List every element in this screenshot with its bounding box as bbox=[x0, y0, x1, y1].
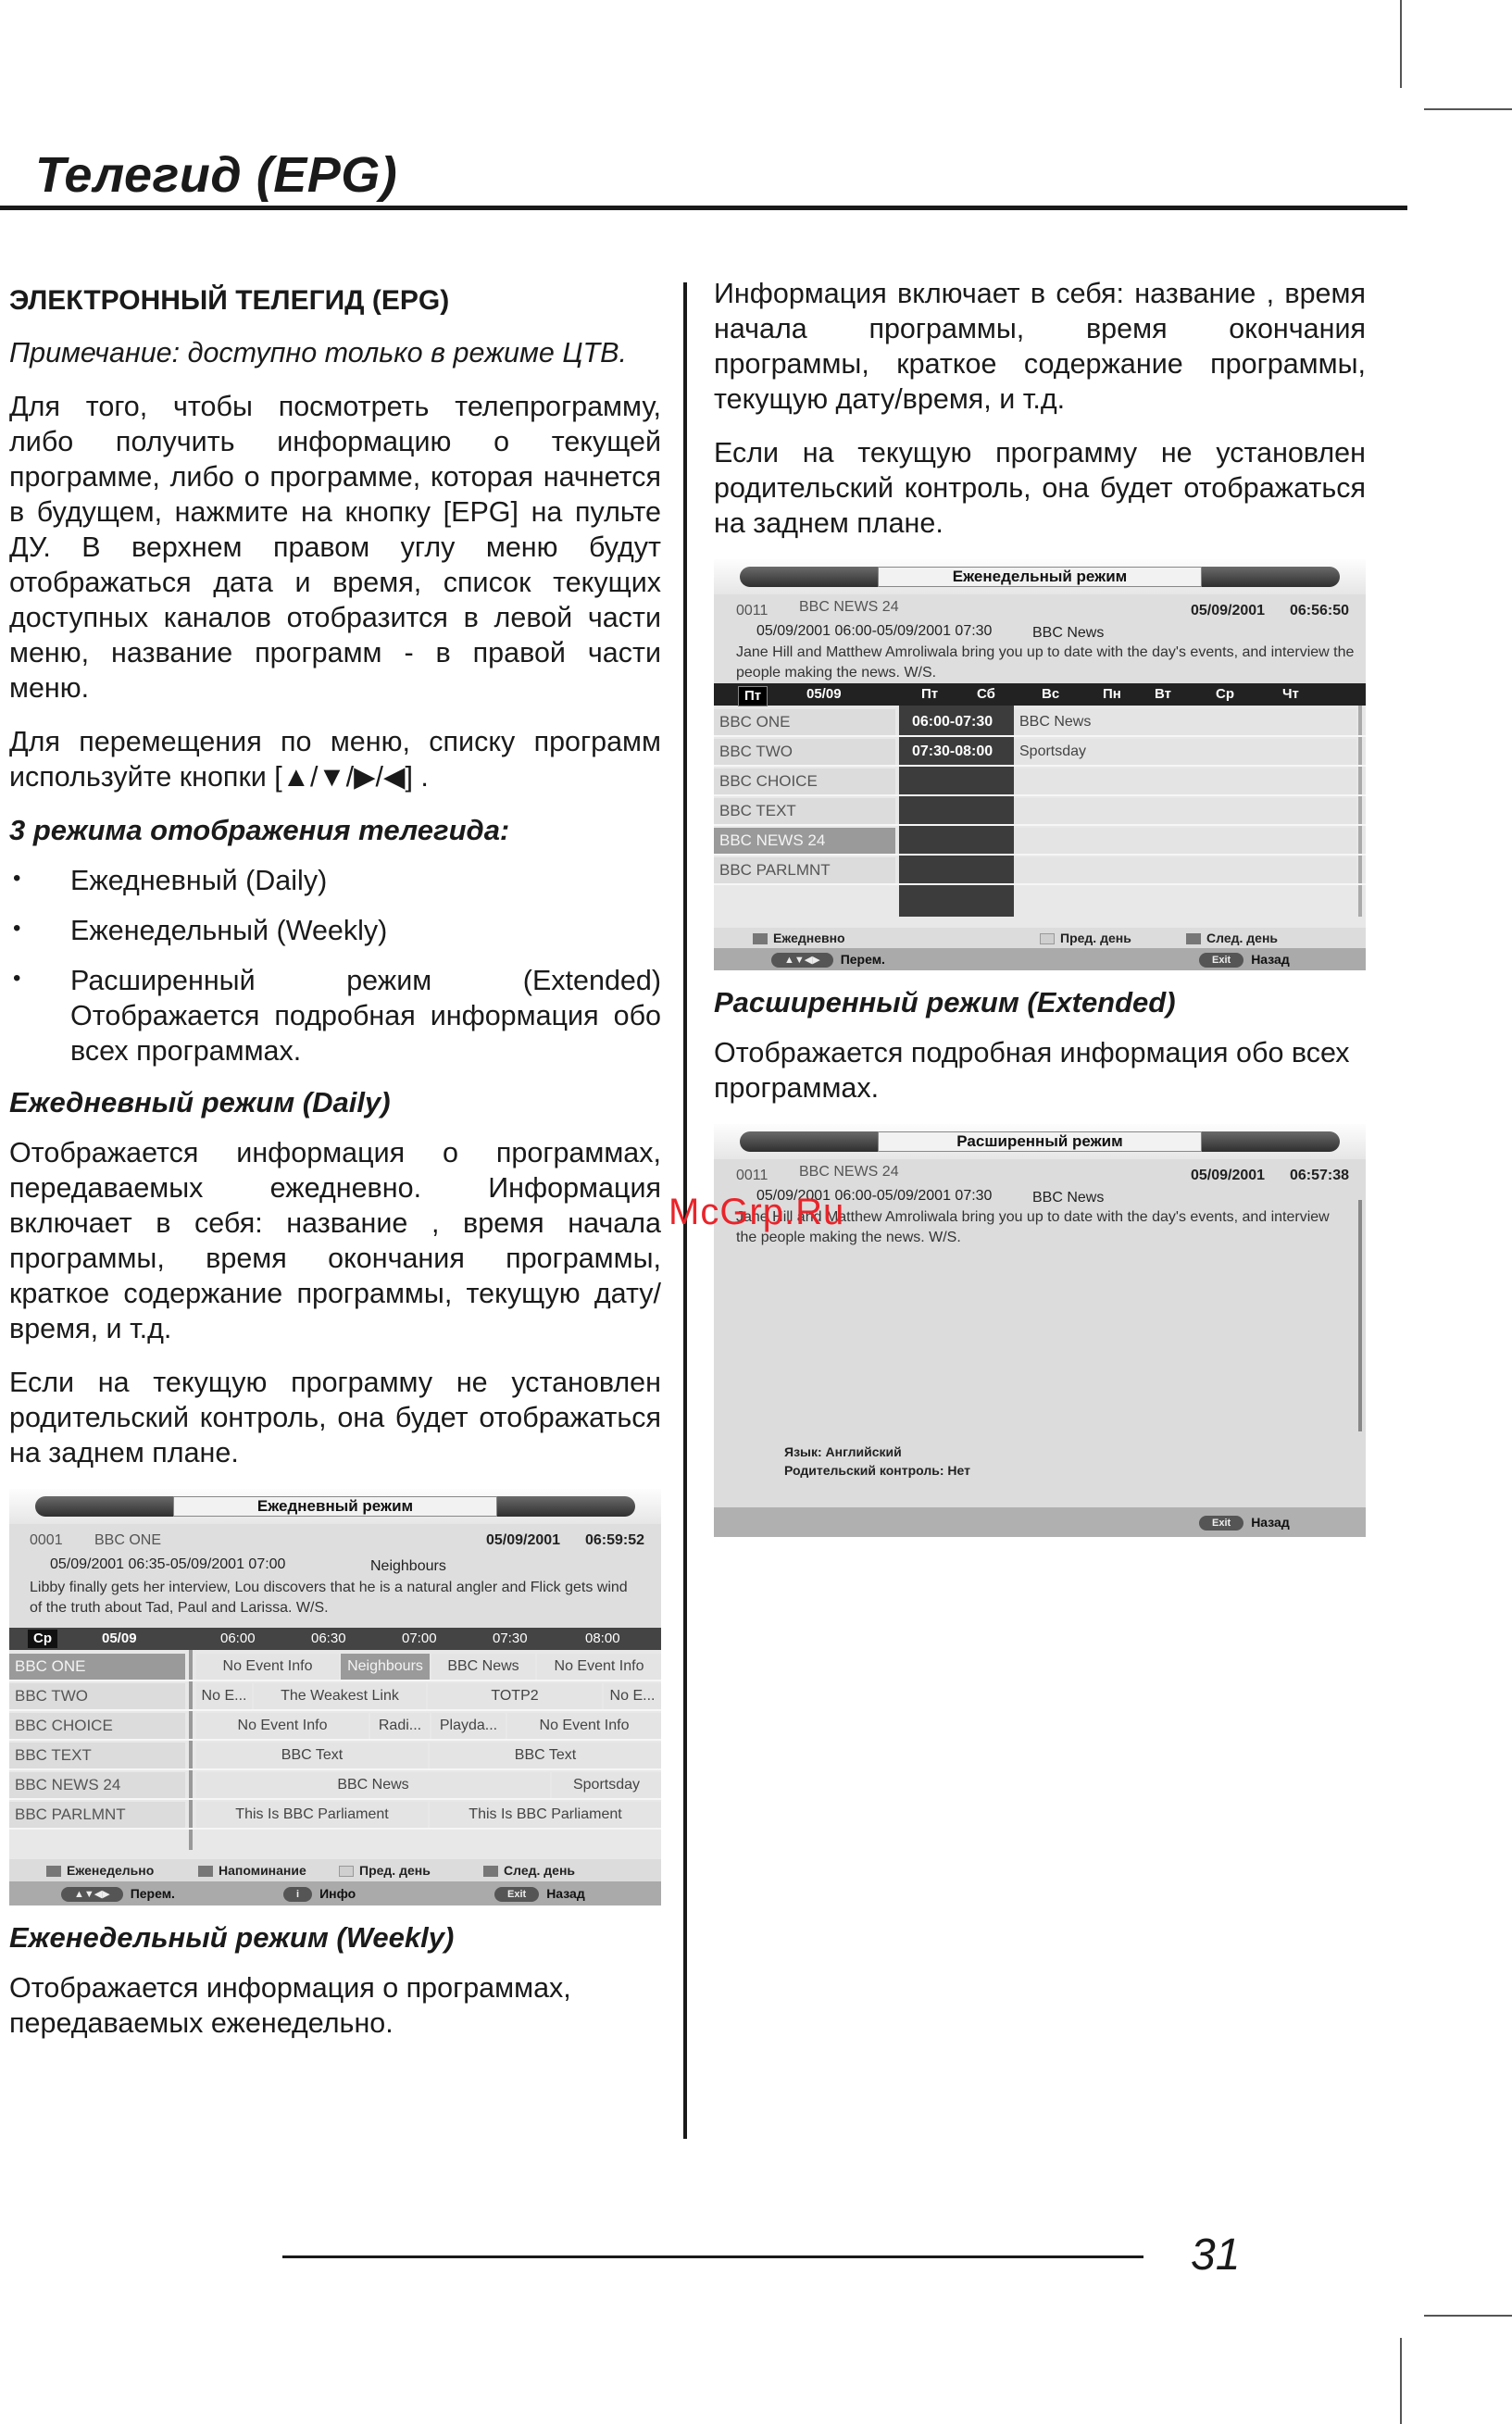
channel-cell[interactable]: BBC PARLMNT bbox=[714, 857, 895, 883]
current-date: 05/09/2001 bbox=[1191, 1168, 1266, 1183]
day-date: 05/09 bbox=[102, 1631, 137, 1646]
key-hint-bar bbox=[714, 948, 1366, 970]
day-selector[interactable]: Пт bbox=[738, 686, 768, 706]
channel-cell[interactable]: BBC NEWS 24 bbox=[714, 828, 895, 854]
legend-color-icon bbox=[198, 1866, 213, 1877]
back-hint: Назад bbox=[546, 1886, 585, 1901]
legend-reminder[interactable]: Напоминание bbox=[219, 1863, 306, 1878]
section-heading: ЭЛЕКТРОННЫЙ ТЕЛЕГИД (EPG) bbox=[9, 285, 450, 316]
program-cell[interactable]: This Is BBC Parliament bbox=[430, 1802, 661, 1828]
list-item: • Расширенный режим (Extended) Отображается подробная информация обо всех программах. bbox=[9, 963, 661, 1068]
title-rule bbox=[0, 206, 1407, 210]
table-row[interactable] bbox=[714, 768, 1366, 796]
list-item: • Еженедельный (Weekly) bbox=[9, 913, 661, 948]
channel-cell[interactable]: BBC CHOICE bbox=[714, 768, 895, 794]
channel-cell[interactable]: BBC TEXT bbox=[714, 798, 895, 824]
scrollbar[interactable] bbox=[1358, 1200, 1362, 1431]
channel-cell[interactable]: BBC TEXT bbox=[9, 1743, 185, 1768]
navigation-paragraph: Для перемещения по меню, списку программ используйте кнопки [▲/▼/▶/◀] . bbox=[9, 726, 661, 793]
program-cell[interactable]: The Weakest Link bbox=[254, 1683, 426, 1709]
daily-heading: Ежедневный режим (Daily) bbox=[9, 1086, 391, 1118]
day-bar bbox=[714, 683, 1366, 706]
legend-color-icon bbox=[1040, 933, 1055, 944]
screen-header bbox=[9, 1489, 661, 1524]
daily-epg-screen bbox=[9, 1489, 661, 1905]
channel-cell[interactable]: BBC PARLMNT bbox=[9, 1802, 185, 1828]
weekly-paragraph: Отображается информация о программах, передаваемых еженедельно. bbox=[9, 1972, 571, 2039]
move-hint: Перем. bbox=[840, 952, 885, 967]
back-hint: Назад bbox=[1251, 1515, 1290, 1530]
channel-name: BBC NEWS 24 bbox=[799, 599, 899, 615]
program-cell[interactable]: Radi... bbox=[370, 1713, 430, 1739]
note: Примечание: доступно только в режиме ЦТВ. bbox=[9, 337, 627, 369]
program-grid bbox=[714, 706, 1366, 917]
program-time: 05/09/2001 06:00-05/09/2001 07:30 bbox=[756, 623, 993, 639]
channel-cell[interactable]: BBC NEWS 24 bbox=[9, 1772, 185, 1798]
program-cell[interactable]: Playda... bbox=[431, 1713, 506, 1739]
info-paragraph: Информация включает в себя: название , время начала программы, время окончания программы, краткое содержание программы, текущую дату/время, и т.д. bbox=[714, 278, 1366, 415]
screen-header bbox=[714, 559, 1366, 594]
table-row[interactable] bbox=[9, 1743, 661, 1770]
intro-paragraph: Для того, чтобы посмотреть телепрограмму, либо получить информацию о текущей программе, либо о программе, которая начнется в будущем, нажмите на кнопку [EPG] на пульте ДУ. В верхнем правом углу меню будут отображаться дата и время, список текущих доступных каналов отобразится в левой части меню, название программ - в правой части меню. bbox=[9, 391, 661, 704]
program-cell[interactable]: BBC News bbox=[431, 1654, 535, 1680]
day-tab[interactable]: Сб bbox=[977, 686, 995, 702]
day-tab[interactable]: Вс bbox=[1042, 686, 1060, 702]
program-cell[interactable]: No Event Info bbox=[196, 1654, 339, 1680]
exit-key-icon: Exit bbox=[494, 1887, 539, 1902]
current-date: 05/09/2001 bbox=[1191, 603, 1266, 618]
extended-heading: Расширенный режим (Extended) bbox=[714, 986, 1176, 1018]
daily-paragraph: Отображается информация о программах, передаваемых ежедневно. Информация включает в себя: название , время начала программы, время окончания программы, краткое содержание программы, текущую дату/время, и т.д. bbox=[9, 1137, 661, 1344]
daily-screenshot-slot bbox=[9, 1489, 661, 1905]
program-grid bbox=[9, 1650, 661, 1850]
mode-title: Еженедельный режим bbox=[878, 567, 1202, 587]
program-cell[interactable]: BBC News bbox=[1014, 709, 1356, 735]
time-label: 07:30 bbox=[493, 1631, 528, 1646]
day-selector[interactable]: Ср bbox=[28, 1630, 57, 1648]
extended-epg-screen bbox=[714, 1124, 1366, 1537]
channel-cell[interactable]: BBC ONE bbox=[9, 1654, 185, 1680]
day-date: 05/09 bbox=[806, 686, 842, 702]
screen-header bbox=[714, 1124, 1366, 1159]
back-hint: Назад bbox=[1251, 952, 1290, 967]
arrows-key-icon: ▲▼◀▶ bbox=[771, 953, 833, 968]
channel-cell[interactable]: BBC TWO bbox=[714, 739, 895, 765]
table-row[interactable] bbox=[714, 798, 1366, 826]
table-row[interactable] bbox=[714, 828, 1366, 856]
current-time: 06:56:50 bbox=[1290, 603, 1350, 618]
program-time: 05/09/2001 06:35-05/09/2001 07:00 bbox=[50, 1556, 286, 1572]
extended-paragraph: Отображается подробная информация обо всех программах. bbox=[714, 1037, 1350, 1104]
current-time: 06:59:52 bbox=[585, 1532, 645, 1548]
crop-mark bbox=[1400, 0, 1402, 88]
program-name: Neighbours bbox=[370, 1558, 446, 1574]
legend-next-day[interactable]: След. день bbox=[504, 1863, 576, 1878]
program-name: BBC News bbox=[1032, 1190, 1105, 1206]
day-tab[interactable]: Ср bbox=[1216, 686, 1234, 702]
time-bar bbox=[9, 1628, 661, 1650]
program-cell[interactable]: BBC Text bbox=[430, 1743, 661, 1768]
table-row[interactable] bbox=[714, 857, 1366, 885]
watermark: McGrp.Ru bbox=[669, 1192, 845, 1232]
table-row[interactable] bbox=[9, 1683, 661, 1711]
program-cell[interactable]: Sportsday bbox=[552, 1772, 661, 1798]
program-cell[interactable]: BBC News bbox=[196, 1772, 550, 1798]
exit-key-icon: Exit bbox=[1199, 953, 1243, 968]
key-hint-bar bbox=[714, 1507, 1366, 1537]
parental-info: Родительский контроль: Нет bbox=[784, 1463, 970, 1478]
time-label: 08:00 bbox=[585, 1631, 620, 1646]
crop-mark bbox=[1424, 108, 1512, 110]
current-date: 05/09/2001 bbox=[486, 1532, 561, 1548]
channel-name: BBC ONE bbox=[94, 1532, 162, 1548]
weekly-heading: Еженедельный режим (Weekly) bbox=[9, 1921, 455, 1954]
program-cell[interactable]: Sportsday bbox=[1014, 739, 1356, 765]
exit-key-icon: Exit bbox=[1199, 1516, 1243, 1531]
page-title: Телегид (EPG) bbox=[35, 147, 398, 203]
modes-heading: 3 режима отображения телегида: bbox=[9, 814, 510, 846]
day-tab[interactable]: Пт bbox=[921, 686, 939, 702]
weekly-screenshot-slot bbox=[714, 559, 1366, 970]
channel-cell[interactable]: BBC CHOICE bbox=[9, 1713, 185, 1739]
page-number: 31 bbox=[1191, 2230, 1241, 2280]
program-name: BBC News bbox=[1032, 625, 1105, 641]
channel-name: BBC NEWS 24 bbox=[799, 1164, 899, 1180]
legend-bar bbox=[9, 1859, 661, 1881]
parental-paragraph: Если на текущую программу не установлен родительский контроль, она будет отображаться на заднем плане. bbox=[714, 437, 1366, 539]
parental-paragraph: Если на текущую программу не установлен родительский контроль, она будет отображаться на заднем плане. bbox=[9, 1367, 661, 1468]
legend-color-icon bbox=[339, 1866, 354, 1877]
day-tab[interactable]: Пн bbox=[1103, 686, 1121, 702]
channel-number: 0011 bbox=[736, 603, 768, 618]
time-label: 06:30 bbox=[311, 1631, 346, 1646]
language-info: Язык: Английский bbox=[784, 1444, 902, 1459]
program-cell[interactable]: No E... bbox=[604, 1683, 661, 1709]
program-description: Jane Hill and Matthew Amroliwala bring you up to date with the day's events, and interview the people making the news. W/S. bbox=[736, 644, 1355, 681]
legend-daily[interactable]: Ежедневно bbox=[773, 931, 845, 945]
right-column bbox=[714, 276, 1366, 1552]
crop-mark bbox=[1424, 2315, 1512, 2317]
legend-weekly[interactable]: Еженедельно bbox=[67, 1863, 155, 1878]
channel-cell[interactable]: BBC ONE bbox=[714, 709, 895, 735]
arrows-key-icon: ▲▼◀▶ bbox=[61, 1887, 123, 1902]
day-tab[interactable]: Чт bbox=[1282, 686, 1299, 702]
list-item: • Ежедневный (Daily) bbox=[9, 863, 661, 898]
legend-color-icon bbox=[483, 1866, 498, 1877]
program-description: Libby finally gets her interview, Lou discovers that he is a natural angler and Flick gets wind of the truth about Tad, Paul and Larissa. W/S. bbox=[30, 1580, 628, 1616]
modes-list bbox=[9, 863, 661, 1068]
table-row[interactable] bbox=[714, 709, 1366, 737]
program-cell[interactable]: No Event Info bbox=[196, 1713, 369, 1739]
extended-screenshot-slot bbox=[714, 1124, 1366, 1537]
info-hint: Инфо bbox=[319, 1886, 356, 1901]
legend-color-icon bbox=[753, 933, 768, 944]
program-cell[interactable]: No Event Info bbox=[507, 1713, 661, 1739]
left-column bbox=[9, 278, 661, 2059]
table-row[interactable] bbox=[9, 1772, 661, 1800]
mode-title: Ежедневный режим bbox=[173, 1496, 497, 1517]
legend-color-icon bbox=[1186, 933, 1201, 944]
info-key-icon: i bbox=[283, 1887, 312, 1902]
slot-time[interactable]: 07:30-08:00 bbox=[903, 739, 1012, 765]
program-cell[interactable]: Neighbours bbox=[341, 1654, 430, 1680]
day-tab[interactable]: Вт bbox=[1155, 686, 1171, 702]
move-hint: Перем. bbox=[130, 1886, 175, 1901]
crop-mark bbox=[1400, 2338, 1402, 2424]
channel-cell[interactable]: BBC TWO bbox=[9, 1683, 185, 1709]
table-row[interactable] bbox=[9, 1713, 661, 1741]
table-row[interactable] bbox=[714, 739, 1366, 767]
time-label: 06:00 bbox=[220, 1631, 256, 1646]
weekly-epg-screen bbox=[714, 559, 1366, 970]
legend-bar bbox=[714, 928, 1366, 948]
legend-color-icon bbox=[46, 1866, 61, 1877]
program-time: 05/09/2001 06:00-05/09/2001 07:30 bbox=[756, 1188, 993, 1204]
table-row[interactable] bbox=[9, 1654, 661, 1681]
program-cell[interactable]: No E... bbox=[196, 1683, 252, 1709]
channel-number: 0011 bbox=[736, 1168, 768, 1183]
mode-title: Расширенный режим bbox=[878, 1131, 1202, 1152]
program-cell[interactable]: No Event Info bbox=[537, 1654, 661, 1680]
program-cell[interactable]: This Is BBC Parliament bbox=[196, 1802, 428, 1828]
key-hint-bar bbox=[9, 1881, 661, 1905]
legend-prev-day[interactable]: Пред. день bbox=[359, 1863, 431, 1878]
program-cell[interactable]: BBC Text bbox=[196, 1743, 428, 1768]
legend-next-day[interactable]: След. день bbox=[1206, 931, 1279, 945]
program-description: Jane Hill and Matthew Amroliwala bring you up to date with the day's events, and interview the people making the news. W/S. bbox=[736, 1209, 1330, 1245]
current-time: 06:57:38 bbox=[1290, 1168, 1350, 1183]
table-row[interactable] bbox=[9, 1802, 661, 1830]
program-cell[interactable]: TOTP2 bbox=[428, 1683, 602, 1709]
slot-time[interactable]: 06:00-07:30 bbox=[903, 709, 1012, 735]
channel-number: 0001 bbox=[30, 1532, 63, 1548]
time-label: 07:00 bbox=[402, 1631, 437, 1646]
legend-prev-day[interactable]: Пред. день bbox=[1060, 931, 1131, 945]
footer-rule bbox=[282, 2255, 1143, 2258]
